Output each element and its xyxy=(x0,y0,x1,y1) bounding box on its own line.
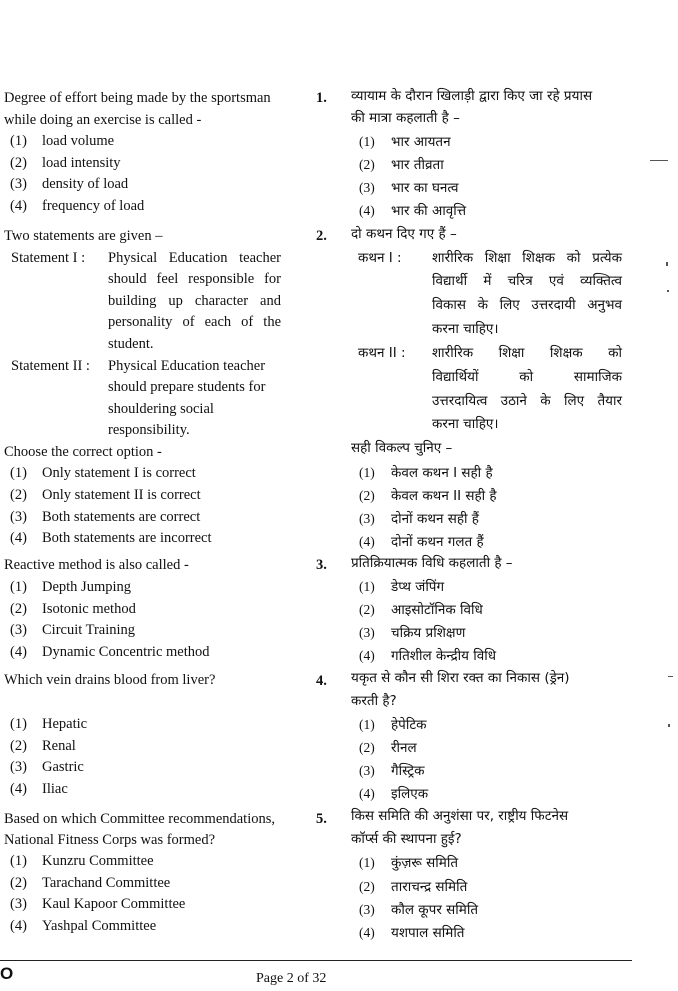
q2-hi-choose: सही विकल्प चुनिए – xyxy=(351,440,453,456)
q2-en-intro: Two statements are given – xyxy=(4,228,163,244)
q3-hi-option-1: (1) डेप्थ जंपिंग xyxy=(359,579,445,595)
q4-hi-stem-line1: यकृत से कौन सी शिरा रक्त का निकास (ड्रेन) xyxy=(351,670,570,686)
q2-hi-option-1: (1) केवल कथन I सही है xyxy=(359,465,493,481)
q1-en-option-1: (1) load volume xyxy=(10,133,115,149)
margin-scan-mark xyxy=(650,160,668,161)
q2-hi-statement1-line2: विद्यार्थी में चरित्र एवं व्यक्तित्व xyxy=(432,273,622,289)
q1-hi-option-1: (1) भार आयतन xyxy=(359,134,451,150)
q5-en-stem-line2: National Fitness Corps was formed? xyxy=(4,832,216,848)
q1-en-option-4: (4) frequency of load xyxy=(10,198,145,214)
q4-en-stem: Which vein drains blood from liver? xyxy=(4,672,216,688)
q2-hi-statement1-line4: करना चाहिए। xyxy=(432,321,499,337)
q5-en-stem-line1: Based on which Committee recommendations, xyxy=(4,811,276,827)
q5-en-option-2: (2) Tarachand Committee xyxy=(10,875,171,891)
q1-en-option-2: (2) load intensity xyxy=(10,155,121,171)
q2-en-option-4: (4) Both statements are incorrect xyxy=(10,530,212,546)
q4-en-option-2: (2) Renal xyxy=(10,738,76,754)
q2-en-statement1-line4: personality of each of the xyxy=(108,314,281,330)
q2-en-statement2-label: Statement II : xyxy=(11,358,90,374)
q2-en-option-1: (1) Only statement I is correct xyxy=(10,465,196,481)
q1-en-option-3: (3) density of load xyxy=(10,176,129,192)
q5-en-option-4: (4) Yashpal Committee xyxy=(10,918,157,934)
q2-en-statement2-line2: should prepare students for xyxy=(108,379,266,395)
q2-hi-option-2: (2) केवल कथन II सही है xyxy=(359,488,497,504)
q2-en-option-2: (2) Only statement II is correct xyxy=(10,487,201,503)
q4-hi-option-4: (4) इलिएक xyxy=(359,786,429,802)
q2-hi-statement2-line2: विद्यार्थियों को सामाजिक xyxy=(432,369,622,385)
q2-hi-option-4: (4) दोनों कथन गलत हैं xyxy=(359,534,484,550)
q5-hi-stem-line1: किस समिति की अनुशंसा पर, राष्ट्रीय फिटनेस xyxy=(351,808,569,824)
q4-hi-option-2: (2) रीनल xyxy=(359,740,417,756)
q2-en-option-3: (3) Both statements are correct xyxy=(10,509,201,525)
q3-hi-option-4: (4) गतिशील केन्द्रीय विधि xyxy=(359,648,497,664)
q2-en-statement1-line2: should feel responsible for xyxy=(108,271,281,287)
q3-en-stem: Reactive method is also called - xyxy=(4,557,189,573)
q3-number: 3. xyxy=(316,557,327,573)
q2-hi-option-3: (3) दोनों कथन सही हैं xyxy=(359,511,479,527)
q3-hi-option-3: (3) चक्रिय प्रशिक्षण xyxy=(359,625,466,641)
q5-number: 5. xyxy=(316,811,327,827)
q1-hi-option-2: (2) भार तीव्रता xyxy=(359,157,444,173)
q5-hi-option-3: (3) कौल कूपर समिति xyxy=(359,902,479,918)
q3-en-option-3: (3) Circuit Training xyxy=(10,622,136,638)
q2-en-statement2-line4: responsibility. xyxy=(108,422,190,438)
q3-hi-stem: प्रतिक्रियात्मक विधि कहलाती है – xyxy=(351,555,513,571)
margin-scan-mark xyxy=(667,290,669,292)
margin-scan-mark xyxy=(668,676,673,677)
q4-en-option-3: (3) Gastric xyxy=(10,759,84,775)
q5-en-option-3: (3) Kaul Kapoor Committee xyxy=(10,896,186,912)
q1-hi-stem-line1: व्यायाम के दौरान खिलाड़ी द्वारा किए जा रहे प्रयास xyxy=(351,88,593,104)
q5-hi-stem-line2: कॉर्प्स की स्थापना हुई? xyxy=(351,831,462,847)
q4-en-option-1: (1) Hepatic xyxy=(10,716,88,732)
q5-hi-option-2: (2) ताराचन्द्र समिति xyxy=(359,879,468,895)
q1-hi-option-3: (3) भार का घनत्व xyxy=(359,180,459,196)
q2-hi-intro: दो कथन दिए गए हैं – xyxy=(351,226,457,242)
q3-hi-option-2: (2) आइसोटॉनिक विधि xyxy=(359,602,483,618)
margin-scan-mark xyxy=(666,262,668,266)
q1-hi-stem-line2: की मात्रा कहलाती है – xyxy=(351,110,460,126)
q2-en-statement1-label: Statement I : xyxy=(11,250,86,266)
footer-left-mark: O xyxy=(0,964,14,983)
q5-hi-option-1: (1) कुंज़रू समिति xyxy=(359,855,459,871)
q2-hi-statement2-line4: करना चाहिए। xyxy=(432,416,499,432)
q4-hi-option-1: (1) हेपेटिक xyxy=(359,717,427,733)
q2-en-statement2-line1: Physical Education teacher xyxy=(108,358,266,374)
q4-number: 4. xyxy=(316,673,327,689)
q2-hi-statement2-label: कथन II : xyxy=(358,345,406,361)
q3-en-option-4: (4) Dynamic Concentric method xyxy=(10,644,210,660)
q5-hi-option-4: (4) यशपाल समिति xyxy=(359,925,465,941)
q1-hi-option-4: (4) भार की आवृत्ति xyxy=(359,203,467,219)
q2-hi-statement1-line3: विकास के लिए उत्तरदायी अनुभव xyxy=(432,297,622,313)
q2-en-statement2-line3: shouldering social xyxy=(108,401,214,417)
margin-scan-mark xyxy=(668,724,670,727)
q2-en-statement1-line1: Physical Education teacher xyxy=(108,250,281,266)
q2-en-choose: Choose the correct option - xyxy=(4,444,162,460)
q2-hi-statement1-line1: शारीरिक शिक्षा शिक्षक को प्रत्येक xyxy=(432,250,622,266)
q1-en-stem-line1: Degree of effort being made by the sportsman xyxy=(4,90,271,106)
q2-hi-statement2-line1: शारीरिक शिक्षा शिक्षक को xyxy=(432,345,622,361)
footer-rule xyxy=(0,960,632,961)
q4-hi-stem-line2: करती है? xyxy=(351,693,397,709)
q2-en-statement1-line3: building up character and xyxy=(108,293,281,309)
q1-number: 1. xyxy=(316,90,327,106)
q2-en-statement1-line5: student. xyxy=(108,336,154,352)
q4-en-option-4: (4) Iliac xyxy=(10,781,68,797)
page-number: Page 2 of 32 xyxy=(256,971,327,986)
q5-en-option-1: (1) Kunzru Committee xyxy=(10,853,154,869)
q4-hi-option-3: (3) गैस्ट्रिक xyxy=(359,763,425,779)
q2-number: 2. xyxy=(316,228,327,244)
q3-en-option-1: (1) Depth Jumping xyxy=(10,579,132,595)
q1-en-stem-line2: while doing an exercise is called - xyxy=(4,112,202,128)
q2-hi-statement2-line3: उत्तरदायित्व उठाने के लिए तैयार xyxy=(432,393,622,409)
q2-hi-statement1-label: कथन I : xyxy=(358,250,402,266)
q3-en-option-2: (2) Isotonic method xyxy=(10,601,136,617)
